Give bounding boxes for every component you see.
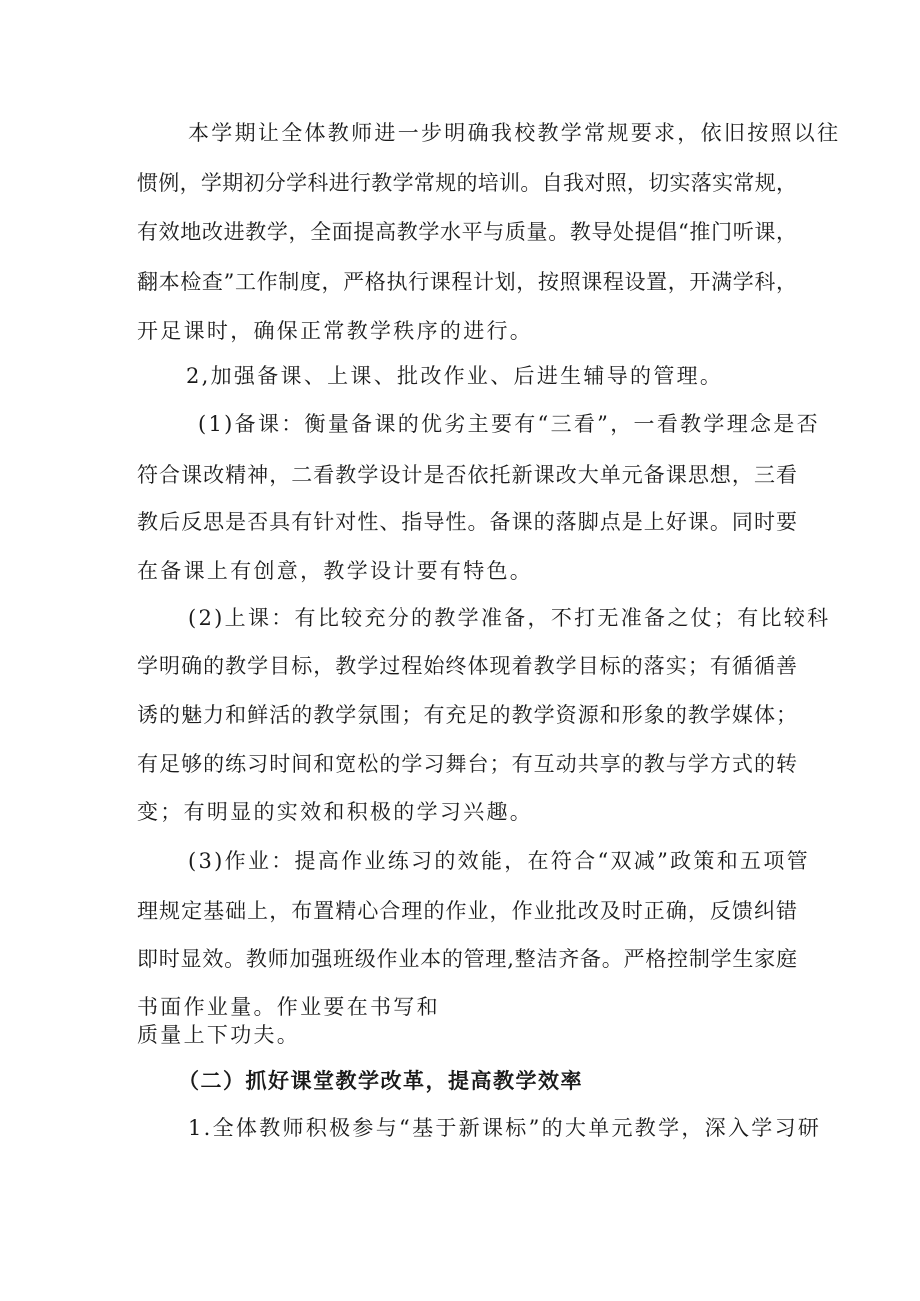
subitem-1-line-3: 教后反思是否具有针对性、指导性。备课的落脚点是上好课。同时要 xyxy=(137,510,797,534)
subitem-3-line-5: 质量上下功夫。 xyxy=(137,1023,301,1047)
subitem-1-line-4: 在备课上有创意，教学设计要有特色。 xyxy=(137,559,534,583)
subitem-3-line-1: (3)作业：提高作业练习的效能，在符合“双减”政策和五项管 xyxy=(188,849,810,873)
paragraph-intro-line-3: 有效地改进教学，全面提高教学水平与质量。教导处提倡“推门听课， xyxy=(137,220,797,244)
subitem-1-line-1: (1)备课：衡量备课的优劣主要有“三看”，一看教学理念是否 xyxy=(198,412,820,436)
subitem-2-line-3: 诱的魅力和鲜活的教学氛围；有充足的教学资源和形象的教学媒体； xyxy=(137,703,797,727)
subitem-2-line-5: 变；有明显的实效和积极的学习兴趣。 xyxy=(137,800,534,824)
item-2-heading: 2,加强备课、上课、批改作业、后进生辅导的管理。 xyxy=(186,364,724,388)
subitem-3-line-4: 书面作业量。作业要在书写和 xyxy=(137,995,440,1019)
subitem-2-line-1: (2)上课：有比较充分的教学准备，不打无准备之仗；有比较科 xyxy=(188,606,831,630)
section-2-heading: （二）抓好课堂教学改革，提高教学效率 xyxy=(178,1068,583,1093)
paragraph-intro-line-1: 本学期让全体教师进一步明确我校教学常规要求，依旧按照以往 xyxy=(188,121,841,145)
subitem-3-line-3: 即时显效。教师加强班级作业本的管理,整洁齐备。严格控制学生家庭 xyxy=(137,947,797,971)
subitem-3-line-2: 理规定基础上，布置精心合理的作业，作业批改及时正确，反馈纠错 xyxy=(137,899,797,923)
paragraph-intro-line-4: 翻本检查”工作制度，严格执行课程计划，按照课程设置，开满学科， xyxy=(137,270,797,294)
subitem-2-line-4: 有足够的练习时间和宽松的学习舞台；有互动共享的教与学方式的转 xyxy=(137,752,797,776)
section-2-item-1-line-1: 1.全体教师积极参与“基于新课标”的大单元教学，深入学习研 xyxy=(188,1116,822,1140)
paragraph-intro-line-5: 开足课时，确保正常教学秩序的进行。 xyxy=(137,319,534,343)
paragraph-intro-line-2: 惯例，学期初分学科进行教学常规的培训。自我对照，切实落实常规， xyxy=(137,171,797,195)
subitem-2-line-2: 学明确的教学目标，教学过程始终体现着教学目标的落实；有循循善 xyxy=(137,654,797,678)
subitem-1-line-2: 符合课改精神，二看教学设计是否依托新课改大单元备课思想，三看 xyxy=(137,463,797,487)
